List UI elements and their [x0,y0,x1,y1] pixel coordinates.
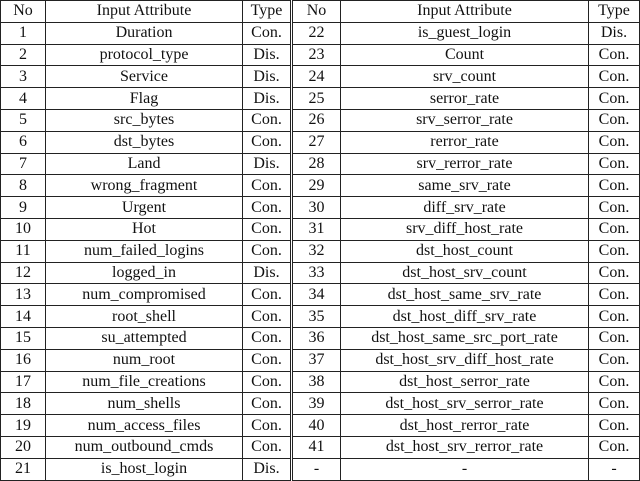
header-attribute: Input Attribute [46,1,243,23]
table-row [1,393,640,415]
cell-type-2: Con. [589,284,640,306]
table-row [1,109,640,131]
cell-no: 19 [1,415,46,437]
table-row [1,22,640,44]
cell-no-2: 24 [292,66,341,88]
cell-type: Con. [243,131,292,153]
cell-type: Con. [243,197,292,219]
cell-attribute-2: dst_host_same_srv_rate [341,284,589,306]
cell-no-2: 29 [292,175,341,197]
cell-type: Con. [243,415,292,437]
header-type: Type [243,1,292,23]
cell-type: Con. [243,284,292,306]
cell-type-2: Con. [589,262,640,284]
cell-type-2: - [589,458,640,480]
cell-attribute: su_attempted [46,327,243,349]
cell-no: 18 [1,393,46,415]
table-row [1,349,640,371]
table-row [1,153,640,175]
table-row [1,436,640,458]
cell-attribute: Land [46,153,243,175]
cell-attribute-2: same_srv_rate [341,175,589,197]
cell-attribute: is_host_login [46,458,243,480]
cell-no: 14 [1,306,46,328]
cell-type: Con. [243,306,292,328]
cell-attribute-2: dst_host_srv_diff_host_rate [341,349,589,371]
cell-type: Dis. [243,66,292,88]
cell-no-2: - [292,458,341,480]
cell-attribute-2: dst_host_serror_rate [341,371,589,393]
cell-type-2: Con. [589,66,640,88]
cell-attribute-2: - [341,458,589,480]
cell-attribute-2: srv_rerror_rate [341,153,589,175]
cell-no: 12 [1,262,46,284]
table-row [1,415,640,437]
cell-attribute-2: dst_host_srv_rerror_rate [341,436,589,458]
cell-type-2: Con. [589,175,640,197]
cell-type: Dis. [243,458,292,480]
cell-type-2: Con. [589,88,640,110]
cell-type-2: Con. [589,153,640,175]
cell-attribute: protocol_type [46,44,243,66]
cell-type-2: Con. [589,371,640,393]
cell-no: 10 [1,218,46,240]
cell-attribute: num_outbound_cmds [46,436,243,458]
cell-type-2: Con. [589,197,640,219]
table-row [1,218,640,240]
header-no: No [1,1,46,23]
cell-no: 7 [1,153,46,175]
cell-no: 20 [1,436,46,458]
cell-attribute: src_bytes [46,109,243,131]
cell-no: 6 [1,131,46,153]
cell-no-2: 25 [292,88,341,110]
cell-no-2: 38 [292,371,341,393]
cell-no-2: 23 [292,44,341,66]
cell-no-2: 26 [292,109,341,131]
table-row [1,88,640,110]
cell-attribute-2: dst_host_diff_srv_rate [341,306,589,328]
cell-no: 21 [1,458,46,480]
cell-no-2: 40 [292,415,341,437]
cell-attribute-2: rerror_rate [341,131,589,153]
cell-attribute-2: srv_serror_rate [341,109,589,131]
cell-type-2: Con. [589,393,640,415]
cell-type: Dis. [243,262,292,284]
cell-no-2: 33 [292,262,341,284]
cell-type: Dis. [243,153,292,175]
cell-attribute-2: dst_host_rerror_rate [341,415,589,437]
header-attribute-2: Input Attribute [341,1,589,23]
cell-no-2: 27 [292,131,341,153]
cell-attribute: dst_bytes [46,131,243,153]
cell-no: 9 [1,197,46,219]
table-row [1,327,640,349]
cell-type: Con. [243,327,292,349]
table-row [1,197,640,219]
cell-no-2: 30 [292,197,341,219]
cell-no: 5 [1,109,46,131]
cell-type-2: Con. [589,131,640,153]
cell-no-2: 22 [292,22,341,44]
cell-type: Con. [243,240,292,262]
cell-attribute: num_failed_logins [46,240,243,262]
table-row [1,175,640,197]
header-no-2: No [292,1,341,23]
cell-attribute-2: dst_host_srv_count [341,262,589,284]
cell-type: Con. [243,22,292,44]
cell-no-2: 39 [292,393,341,415]
cell-attribute-2: Count [341,44,589,66]
cell-attribute: num_shells [46,393,243,415]
cell-no: 17 [1,371,46,393]
cell-no-2: 31 [292,218,341,240]
cell-attribute: root_shell [46,306,243,328]
cell-attribute: Flag [46,88,243,110]
cell-type-2: Con. [589,415,640,437]
table-row [1,458,640,480]
cell-no: 1 [1,22,46,44]
cell-no-2: 37 [292,349,341,371]
cell-type-2: Con. [589,349,640,371]
cell-attribute-2: is_guest_login [341,22,589,44]
cell-attribute: logged_in [46,262,243,284]
cell-attribute: num_file_creations [46,371,243,393]
cell-attribute-2: serror_rate [341,88,589,110]
table-row [1,262,640,284]
cell-no: 16 [1,349,46,371]
cell-type-2: Con. [589,306,640,328]
cell-no-2: 35 [292,306,341,328]
table-row [1,44,640,66]
cell-type-2: Con. [589,218,640,240]
cell-no: 15 [1,327,46,349]
table-row [1,306,640,328]
cell-attribute: wrong_fragment [46,175,243,197]
table-body [1,1,640,481]
cell-type: Con. [243,371,292,393]
cell-type: Con. [243,109,292,131]
cell-no-2: 34 [292,284,341,306]
cell-attribute-2: dst_host_count [341,240,589,262]
table-row [1,131,640,153]
cell-no-2: 41 [292,436,341,458]
header-row [1,1,640,23]
table-row [1,371,640,393]
table-row [1,240,640,262]
cell-attribute-2: dst_host_srv_serror_rate [341,393,589,415]
cell-attribute-2: srv_count [341,66,589,88]
cell-type: Con. [243,349,292,371]
cell-type: Dis. [243,44,292,66]
table-row [1,66,640,88]
cell-attribute-2: dst_host_same_src_port_rate [341,327,589,349]
cell-type: Dis. [243,88,292,110]
cell-attribute: Duration [46,22,243,44]
cell-no-2: 32 [292,240,341,262]
cell-no-2: 28 [292,153,341,175]
cell-type-2: Con. [589,436,640,458]
cell-attribute: Hot [46,218,243,240]
cell-type-2: Con. [589,44,640,66]
cell-no: 11 [1,240,46,262]
cell-attribute: num_root [46,349,243,371]
header-type-2: Type [589,1,640,23]
cell-type: Con. [243,393,292,415]
cell-no: 13 [1,284,46,306]
cell-no: 2 [1,44,46,66]
cell-attribute: Service [46,66,243,88]
cell-attribute: Urgent [46,197,243,219]
cell-type: Con. [243,175,292,197]
cell-attribute: num_access_files [46,415,243,437]
cell-no: 3 [1,66,46,88]
cell-attribute-2: srv_diff_host_rate [341,218,589,240]
cell-type-2: Con. [589,240,640,262]
cell-type-2: Con. [589,109,640,131]
cell-attribute: num_compromised [46,284,243,306]
cell-type: Con. [243,436,292,458]
cell-no: 8 [1,175,46,197]
cell-type-2: Con. [589,327,640,349]
cell-no-2: 36 [292,327,341,349]
cell-type: Con. [243,218,292,240]
table-row [1,284,640,306]
cell-type-2: Dis. [589,22,640,44]
cell-no: 4 [1,88,46,110]
cell-attribute-2: diff_srv_rate [341,197,589,219]
